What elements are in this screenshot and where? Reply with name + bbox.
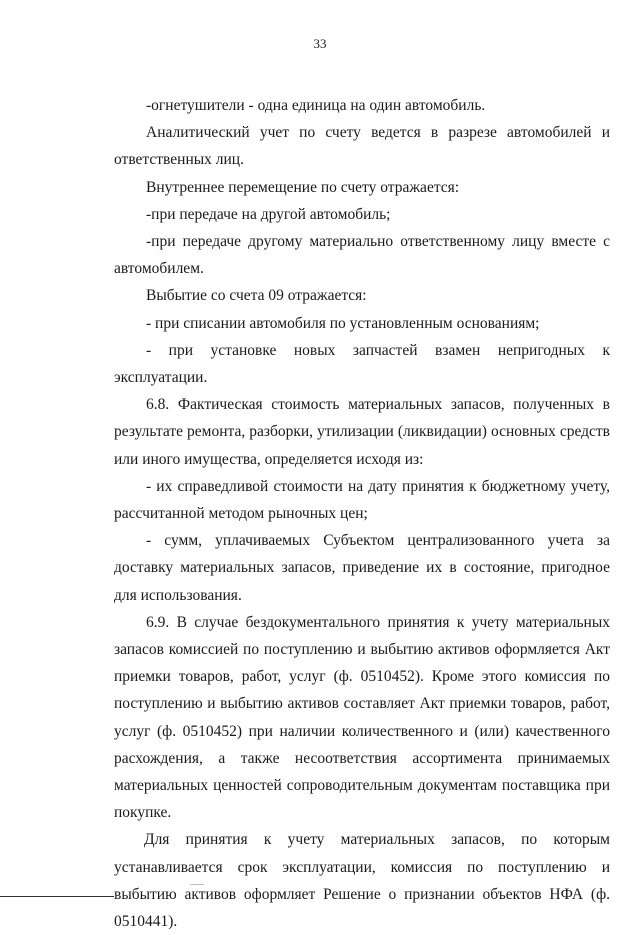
page-number: 33 [313,36,327,51]
paragraph-internal-transfer: Внутреннее перемещение по счету отражается: [146,178,460,196]
paragraph-fire-extinguishers: -огнетушители - одна единица на один автомобиль. [146,97,486,114]
footnote-rule [0,896,114,897]
paragraph-disposal-parts: - при установке новых запчастей взамен непригодных к эксплуатации. [114,341,610,387]
paragraph-service-life: Для принятия к учету материальных запасов, по которым устанавливается срок эксплуатации, комиссия по поступлению и выбытию активов оформляет Решение о признании объектов НФА (ф. 0510441). [114,831,610,931]
paragraph-analytical-accounting: Аналитический учет по счету ведется в разрезе автомобилей и ответственных лиц. [114,124,610,169]
paragraph-delivery-costs: - сумм, уплачиваемых Субъектом централизованного учета за доставку материальных запасов, приведение их в состояние, пригодное для использования. [114,532,610,604]
paragraph-section-6-8: 6.8. Фактическая стоимость материальных запасов, полученных в результате ремонта, разборки, утилизации (ликвидации) основных средств или иного имущества, определяется исходя из: [114,396,610,468]
paragraph-section-6-9: 6.9. В случае бездокументального принятия к учету материальных запасов комиссией по поступлению и выбытию активов оформляется Акт приемки товаров, работ, услуг (ф. 0510452). Кроме этого комиссия по поступлению и выбытию активов составляет Акт приемки товаров, работ, услуг (ф. 0510452) при наличии количественного и (или) качественного расхождения, а также несоответствия ассортимента принимаемых материальных ценностей сопроводительным документам поставщика при покупке. [114,613,610,822]
document-body [114,92,610,935]
paragraph-disposal: Выбытие со счета 09 отражается: [146,287,367,305]
paragraph-transfer-vehicle: -при передаче на другой автомобиль; [146,205,391,223]
paragraph-transfer-person: -при передаче другому материально ответственному лицу вместе с автомобилем. [114,233,610,278]
paragraph-fair-value: - их справедливой стоимости на дату принятия к бюджетному учету, рассчитанной методом рыночных цен; [114,477,610,523]
paragraph-disposal-writeoff: - при списании автомобиля по установленным основаниям; [146,314,540,332]
scan-mark [190,884,204,885]
